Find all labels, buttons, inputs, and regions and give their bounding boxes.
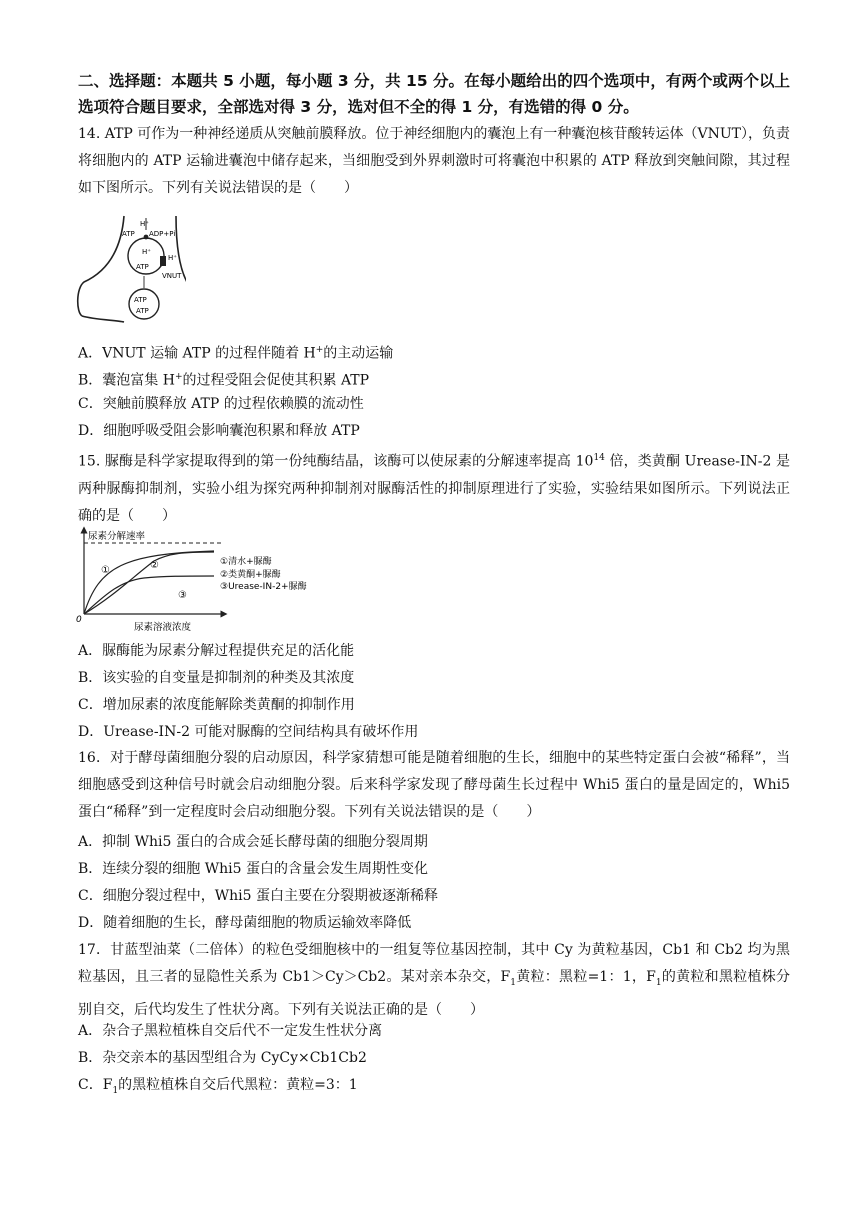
q14-synapse-diagram: [76, 212, 186, 327]
q16-option-b[interactable]: B．连续分裂的细胞 Whi5 蛋白的含量会发生周期性变化: [78, 861, 428, 877]
q17-stem: 17．甘蓝型油菜（二倍体）的粒色受细胞核中的一组复等位基因控制，其中 Cy 为黄粒基因，Cb1 和 Cb2 均为黑粒基因，且三者的显隐性关系为 Cb1＞Cy＞Cb2。某对亲本杂交，$F_1$黄粒：黑粒=1：1，$F_1$的黄粒和黑粒植株分别自交，后代均发生了性状分离。下列有关说法正确的是（ ）: [78, 942, 790, 1018]
q14-option-b[interactable]: B．囊泡富集 H+的过程受阻会促使其积累 ATP: [78, 372, 370, 389]
q16-stem: 16．对于酵母菌细胞分裂的启动原因，科学家猜想可能是随着细胞的生长，细胞中的某些特定蛋白会被“稀释”，当细胞感受到这种信号时就会启动细胞分裂。后来科学家发现了酵母菌生长过程中 Whi5 蛋白的量是固定的，Whi5 蛋白“稀释”到一定程度时会启动细胞分裂。下列有关说法错误的是（ ）: [78, 750, 790, 820]
curve-2-label: ②: [150, 560, 159, 571]
q15-option-b[interactable]: B．该实验的自变量是抑制剂的种类及其浓度: [78, 670, 355, 686]
synaptic-cleft-left: [82, 316, 124, 322]
fig-label-atp-top: ATP: [122, 230, 135, 238]
curve-2-flavonoid: [84, 552, 214, 614]
q17-option-c[interactable]: C．$F_1$的黑粒植株自交后代黑粒：黄粒=3：1: [78, 1077, 358, 1096]
section-title: 二、选择题：本题共 5 小题，每小题 3 分，共 15 分。在每小题给出的四个选项中，有两个或两个以上选项符合题目要求，全部选对得 3 分，选对但不全的得 1 分，有选错的得 0 分。: [78, 72, 790, 116]
fig-label-h-in: H⁺: [142, 248, 151, 256]
fig-label-vnut: VNUT: [162, 272, 182, 280]
q15-option-c[interactable]: C．增加尿素的浓度能解除类黄酮的抑制作用: [78, 697, 355, 713]
q14-option-a[interactable]: A．VNUT 运输 ATP 的过程伴随着 H+的主动运输: [78, 345, 394, 362]
x-axis-label: 尿素溶液浓度: [134, 622, 192, 633]
q15-option-a[interactable]: A．脲酶能为尿素分解过程提供充足的活化能: [78, 643, 355, 659]
legend-item-1: ①清水+脲酶: [220, 557, 272, 567]
fig-label-atp-vesicle-2: ATP: [136, 307, 149, 315]
origin-label: 0: [76, 615, 82, 625]
q15-stem: 15. 脲酶是科学家提取得到的第一份纯酶结晶，该酶可以使尿素的分解速率提高 $10^{14}$ 倍，类黄酮 Urease-IN-2 是两种脲酶抑制剂，实验小组为探究两种抑制剂对脲酶活性的抑制原理进行了实验，实验结果如图所示。下列说法正确的是（ ）: [78, 453, 790, 524]
fig-label-atp-vesicle-1: ATP: [134, 296, 147, 304]
q17-option-b[interactable]: B．杂交亲本的基因型组合为 CyCy×Cb1Cb2: [78, 1050, 367, 1066]
legend-item-3: ③Urease-IN-2+脲酶: [220, 582, 307, 592]
legend-item-2: ②类黄酮+脲酶: [220, 570, 281, 580]
fig-label-atp-in: ATP: [136, 263, 149, 271]
q16-option-a[interactable]: A．抑制 Whi5 蛋白的合成会延长酵母菌的细胞分裂周期: [78, 834, 428, 850]
q16-option-d[interactable]: D．随着细胞的生长，酵母菌细胞的物质运输效率降低: [78, 915, 412, 931]
fig-label-h-top: H⁺: [140, 220, 149, 228]
q14-option-c[interactable]: C．突触前膜释放 ATP 的过程依赖膜的流动性: [78, 396, 364, 412]
curve-1-label: ①: [101, 565, 110, 576]
vnut-transporter: [160, 256, 166, 266]
q16-option-c[interactable]: C．细胞分裂过程中，Whi5 蛋白主要在分裂期被逐渐稀释: [78, 888, 438, 904]
q17-option-a[interactable]: A．杂合子黑粒植株自交后代不一定发生性状分离: [78, 1023, 383, 1039]
presynaptic-membrane: [78, 216, 124, 316]
curve-3-label: ③: [178, 590, 187, 601]
q14-option-d[interactable]: D．细胞呼吸受阻会影响囊泡积累和释放 ATP: [78, 423, 360, 439]
fig-label-adp-pi: ADP+Pi: [149, 230, 176, 238]
curve-1-water: [84, 551, 214, 614]
q14-stem: 14. ATP 可作为一种神经递质从突触前膜释放。位于神经细胞内的囊泡上有一种囊泡核苷酸转运体（VNUT），负责将细胞内的 ATP 运输进囊泡中储存起来，当细胞受到外界刺激时可将囊泡中积累的 ATP 释放到突触间隙，其过程如下图所示。下列有关说法错误的是（ ）: [78, 126, 790, 196]
curve-3-urease-in-2: [84, 576, 214, 614]
y-axis-label: 尿素分解速率: [88, 531, 146, 542]
fig-label-h-right: H⁺: [168, 254, 177, 262]
q15-option-d[interactable]: D．Urease-IN-2 可能对脲酶的空间结构具有破坏作用: [78, 724, 419, 740]
q15-rate-chart: [74, 526, 344, 634]
